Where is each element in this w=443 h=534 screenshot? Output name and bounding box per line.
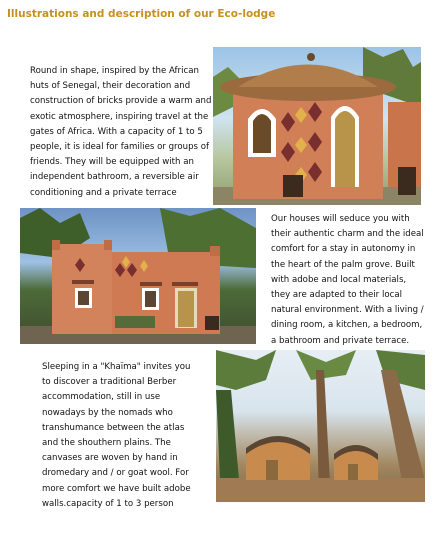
adobe-house-photo xyxy=(20,208,256,344)
khaima-tents-photo xyxy=(216,350,425,502)
round-hut-description: Round in shape, inspired by the African huts of Senegal, their decoration and construction of bricks provide a warm and exotic atmosphere, inspiring travel at the gates of Africa. With a capacity of 1 to 5 people, it is ideal for families or groups of friends. They will be equipped with an independent bathroom, a reversible air conditioning and a private terrace xyxy=(30,66,212,198)
round-hut-photo xyxy=(213,47,421,205)
adobe-house-description: Our houses will seduce you with their authentic charm and the ideal comfort for a stay in autonomy in the heart of the palm grove. Built with adobe and local materials, they are adapted to their local natural environment. With a living / dining room, a kitchen, a bedroom, a bathroom and private terrace. xyxy=(271,214,424,346)
khaima-description: Sleeping in a "Khaïma" invites you to discover a traditional Berber accommodation, still in use nowadays by the nomads who transhumance between the atlas and the shouthern plains. The canvases are woven by hand in dromedary and / or goat wool. For more comfort we have built adobe walls.capacity of 1 to 3 person xyxy=(42,362,191,509)
page-title: Illustrations and description of our Eco-lodge xyxy=(7,8,276,20)
